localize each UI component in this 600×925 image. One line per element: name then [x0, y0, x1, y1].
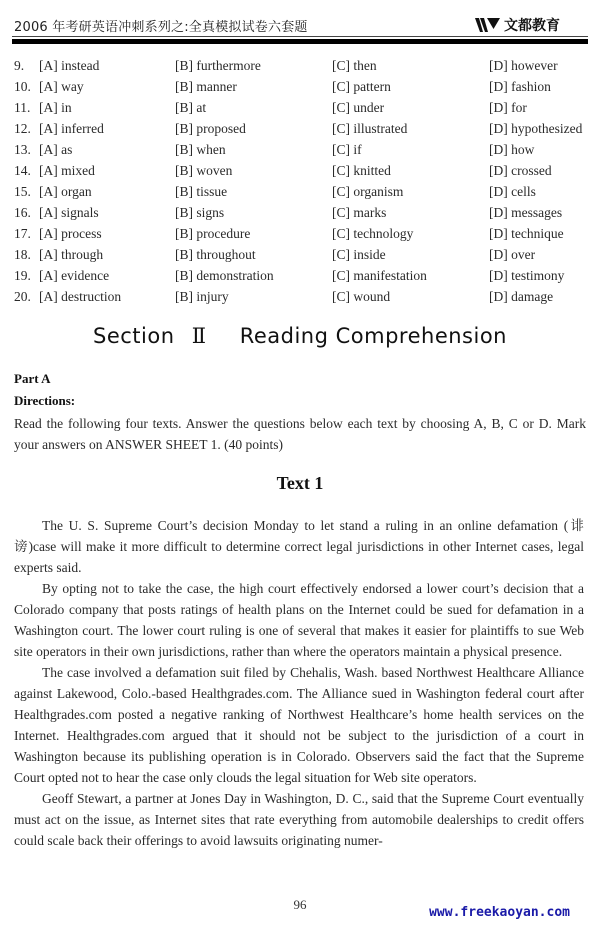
option-row	[14, 223, 590, 244]
question-number: 12.	[14, 121, 31, 136]
option-a: [A] in	[39, 100, 72, 115]
option-a: [A] signals	[39, 205, 99, 220]
logo-text: 文都教育	[504, 18, 560, 34]
option-c: [C] inside	[332, 247, 386, 262]
option-b: [B] demonstration	[175, 268, 274, 283]
option-c: [C] marks	[332, 205, 387, 220]
question-number: 19.	[14, 268, 31, 283]
option-row	[14, 160, 590, 181]
option-c: [C] knitted	[332, 163, 391, 178]
passage-paragraph: The U. S. Supreme Court’s decision Monday to let stand a ruling in an online defamation (诽谤)case will make it more difficult to determine correct legal jurisdictions in other Internet cases, legal experts said.	[14, 518, 584, 575]
passage-paragraph: Geoff Stewart, a partner at Jones Day in Washington, D. C., said that the Supreme Court eventually must act on the issue, as Internet sites that rate everything from automobile dealerships to credit offers could scale back their offerings to avoid lawsuits originating numer-	[14, 791, 584, 848]
option-a: [A] mixed	[39, 163, 95, 178]
part-label: Part A	[14, 371, 51, 386]
option-d: [D] hypothesized	[489, 121, 583, 136]
option-row	[14, 76, 590, 97]
option-c: [C] wound	[332, 289, 391, 304]
question-number: 9.	[14, 58, 25, 73]
option-b: [B] injury	[175, 289, 229, 304]
option-a: [A] way	[39, 79, 84, 94]
passage-paragraph: The case involved a defamation suit filed by Chehalis, Wash. based Northwest Healthcare Alliance against Lakewood, Colo.-based Healthgrades.com. The Alliance sued in Washington federal court after Healthgrades.com posted a negative ranking of Northwest Healthcare’s home health services on the Internet. Healthgrades.com argued that it should not be subject to the jurisdiction of a court in Washington because its publishing operation is in Colorado. Observers said the fact that the Supreme Court opted not to hear the case only clouds the legal situation for Web site operators.	[14, 665, 584, 785]
question-number: 18.	[14, 247, 31, 262]
question-number: 13.	[14, 142, 31, 157]
text-title: Text 1	[276, 473, 324, 493]
option-d: [D] testimony	[489, 268, 565, 283]
section-heading	[0, 324, 600, 348]
option-d: [D] however	[489, 58, 558, 73]
option-b: [B] manner	[175, 79, 237, 94]
option-d: [D] messages	[489, 205, 563, 220]
option-c: [C] illustrated	[332, 121, 408, 136]
option-c: [C] technology	[332, 226, 414, 241]
website-link[interactable]: www.freekaoyan.com	[429, 905, 570, 920]
option-b: [B] when	[175, 142, 226, 157]
option-row	[14, 97, 590, 118]
option-d: [D] over	[489, 247, 536, 262]
question-number: 15.	[14, 184, 31, 199]
option-d: [D] cells	[489, 184, 536, 199]
option-b: [B] throughout	[175, 247, 256, 262]
option-d: [D] for	[489, 100, 527, 115]
option-row	[14, 244, 590, 265]
question-number: 17.	[14, 226, 31, 241]
option-c: [C] pattern	[332, 79, 391, 94]
option-c: [C] manifestation	[332, 268, 427, 283]
option-row	[14, 202, 590, 223]
option-b: [B] procedure	[175, 226, 251, 241]
question-number: 14.	[14, 163, 31, 178]
option-d: [D] technique	[489, 226, 564, 241]
option-d: [D] how	[489, 142, 535, 157]
option-a: [A] evidence	[39, 268, 110, 283]
option-c: [C] under	[332, 100, 385, 115]
option-row	[14, 286, 590, 307]
directions-label: Directions:	[14, 393, 76, 408]
section-numeral: Ⅱ	[191, 324, 207, 348]
option-row	[14, 181, 590, 202]
option-a: [A] as	[39, 142, 73, 157]
option-a: [A] process	[39, 226, 102, 241]
option-a: [A] through	[39, 247, 104, 262]
cloze-options-list	[14, 55, 590, 307]
page-header	[12, 6, 588, 42]
publisher-logo	[475, 15, 560, 35]
passage-paragraph: By opting not to take the case, the high court effectively endorsed a lower court’s decision that a Colorado company that posts ratings of health plans on the Internet could be sued for defamation in a Washington court. The lower court ruling is one of several that makes it easier for plaintiffs to sue Web site operators in their own jurisdictions, rather than where the operators maintain a physical presence.	[14, 581, 584, 659]
option-row	[14, 118, 590, 139]
option-d: [D] crossed	[489, 163, 552, 178]
option-c: [C] organism	[332, 184, 404, 199]
option-b: [B] woven	[175, 163, 233, 178]
directions-text: Read the following four texts. Answer the questions below each text by choosing A, B, C or D. Mark your answers on ANSWER SHEET 1. (40 points)	[14, 416, 586, 452]
section-prefix: Section	[93, 324, 175, 348]
option-b: [B] proposed	[175, 121, 246, 136]
header-rule-thin	[12, 36, 588, 37]
section-name: Reading Comprehension	[239, 324, 507, 348]
option-d: [D] damage	[489, 289, 554, 304]
option-c: [C] then	[332, 58, 377, 73]
question-number: 16.	[14, 205, 31, 220]
option-a: [A] organ	[39, 184, 92, 199]
header-rule-thick	[12, 39, 588, 44]
question-number: 11.	[14, 100, 31, 115]
option-b: [B] furthermore	[175, 58, 261, 73]
option-row	[14, 265, 590, 286]
reading-passage	[14, 515, 584, 851]
option-a: [A] inferred	[39, 121, 104, 136]
header-title: 2006 年考研英语冲刺系列之:全真模拟试卷六套题	[14, 20, 308, 35]
option-c: [C] if	[332, 142, 362, 157]
question-number: 10.	[14, 79, 31, 94]
option-row	[14, 55, 590, 76]
option-row	[14, 139, 590, 160]
option-a: [A] destruction	[39, 289, 122, 304]
question-number: 20.	[14, 289, 31, 304]
page-number: 96	[293, 897, 307, 912]
option-b: [B] at	[175, 100, 207, 115]
wendu-w-logo-icon	[475, 17, 501, 33]
option-a: [A] instead	[39, 58, 100, 73]
option-b: [B] tissue	[175, 184, 228, 199]
option-b: [B] signs	[175, 205, 225, 220]
option-d: [D] fashion	[489, 79, 551, 94]
